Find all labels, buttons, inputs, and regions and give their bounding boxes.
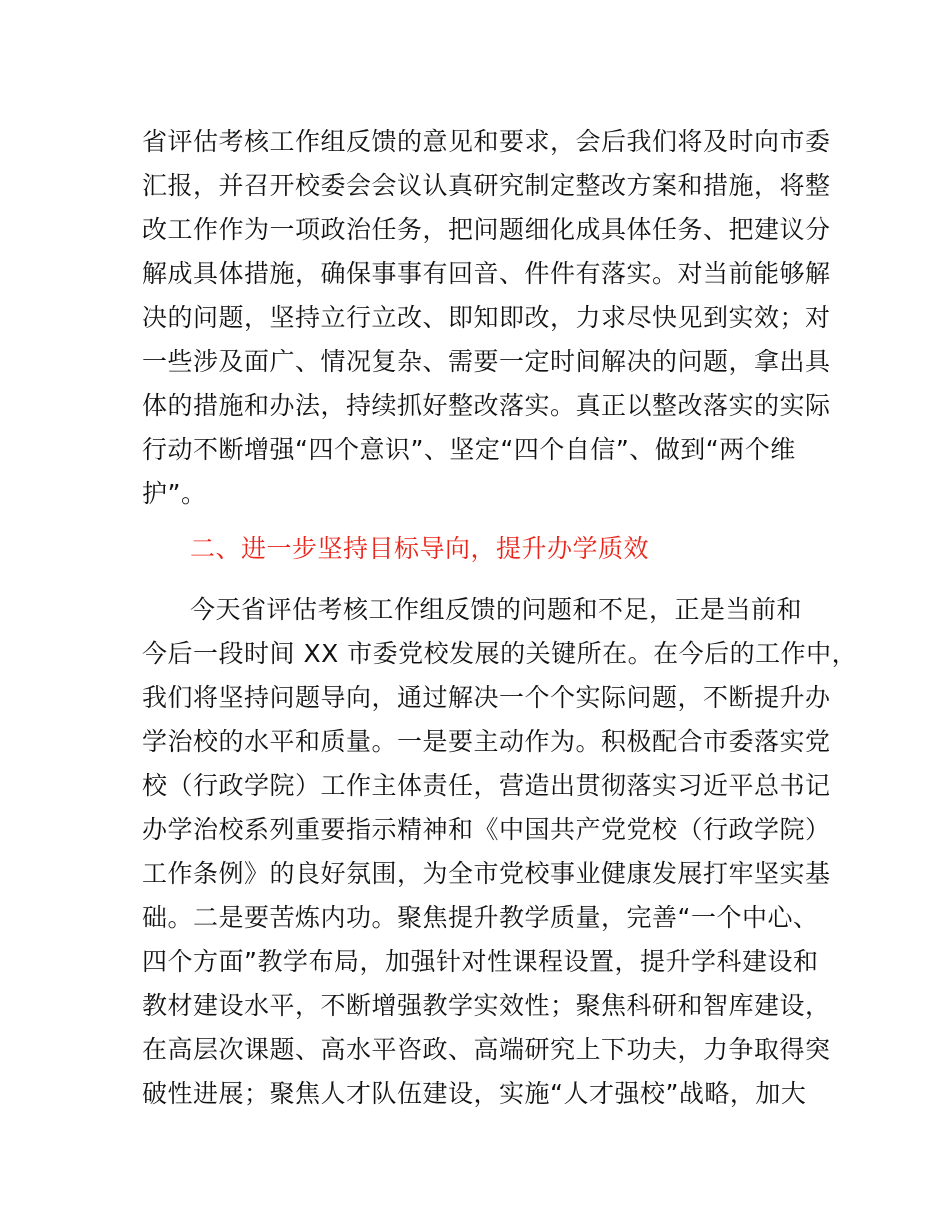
paragraph2-line-5: 校（行政学院）工作主体责任，营造出贯彻落实习近平总书记 xyxy=(142,771,831,800)
paragraph2-line-3: 我们将坚持问题导向，通过解决一个个实际问题，不断提升办 xyxy=(142,683,831,712)
section-heading: 二、进一步坚持目标导向，提升办学质效 xyxy=(190,534,650,563)
paragraph1-line-3: 改工作作为一项政治任务，把问题细化成具体任务、把建议分 xyxy=(142,215,831,244)
paragraph1-line-4: 解成具体措施，确保事事有回音、件件有落实。对当前能够解 xyxy=(142,259,831,288)
paragraph1-line-8: 行动不断增强“四个意识”、坚定“四个自信”、做到“两个维 xyxy=(142,435,796,464)
paragraph1-line-9: 护”。 xyxy=(142,479,207,508)
paragraph2-line-6: 办学治校系列重要指示精神和《中国共产党党校（行政学院） xyxy=(142,815,831,844)
paragraph1-line-5: 决的问题，坚持立行立改、即知即改，力求尽快见到实效；对 xyxy=(142,303,831,332)
paragraph2-line-10: 教材建设水平，不断增强教学实效性；聚焦科研和智库建设， xyxy=(142,991,831,1020)
paragraph1-line-2: 汇报，并召开校委会会议认真研究制定整改方案和措施，将整 xyxy=(142,171,831,200)
paragraph2-line-4: 学治校的水平和质量。一是要主动作为。积极配合市委落实党 xyxy=(142,727,831,756)
paragraph2-line-7: 工作条例》的良好氛围，为全市党校事业健康发展打牢坚实基 xyxy=(142,859,831,888)
paragraph2-line-12: 破性进展；聚焦人才队伍建设，实施“人才强校”战略，加大 xyxy=(142,1079,807,1108)
paragraph2-line-1: 今天省评估考核工作组反馈的问题和不足，正是当前和 xyxy=(190,595,803,624)
paragraph2-line-2: 今后一段时间 XX 市委党校发展的关键所在。在今后的工作中， xyxy=(142,639,858,668)
paragraph1-line-7: 体的措施和办法，持续抓好整改落实。真正以整改落实的实际 xyxy=(142,391,831,420)
paragraph2-line-9: 四个方面”教学布局，加强针对性课程设置，提升学科建设和 xyxy=(142,947,819,976)
paragraph2-line-8: 础。二是要苦炼内功。聚焦提升教学质量，完善“一个中心、 xyxy=(142,903,819,932)
paragraph1-line-6: 一些涉及面广、情况复杂、需要一定时间解决的问题，拿出具 xyxy=(142,347,831,376)
paragraph2-line-11: 在高层次课题、高水平咨政、高端研究上下功夫，力争取得突 xyxy=(142,1035,831,1064)
paragraph1-line-1: 省评估考核工作组反馈的意见和要求，会后我们将及时向市委 xyxy=(142,127,831,156)
